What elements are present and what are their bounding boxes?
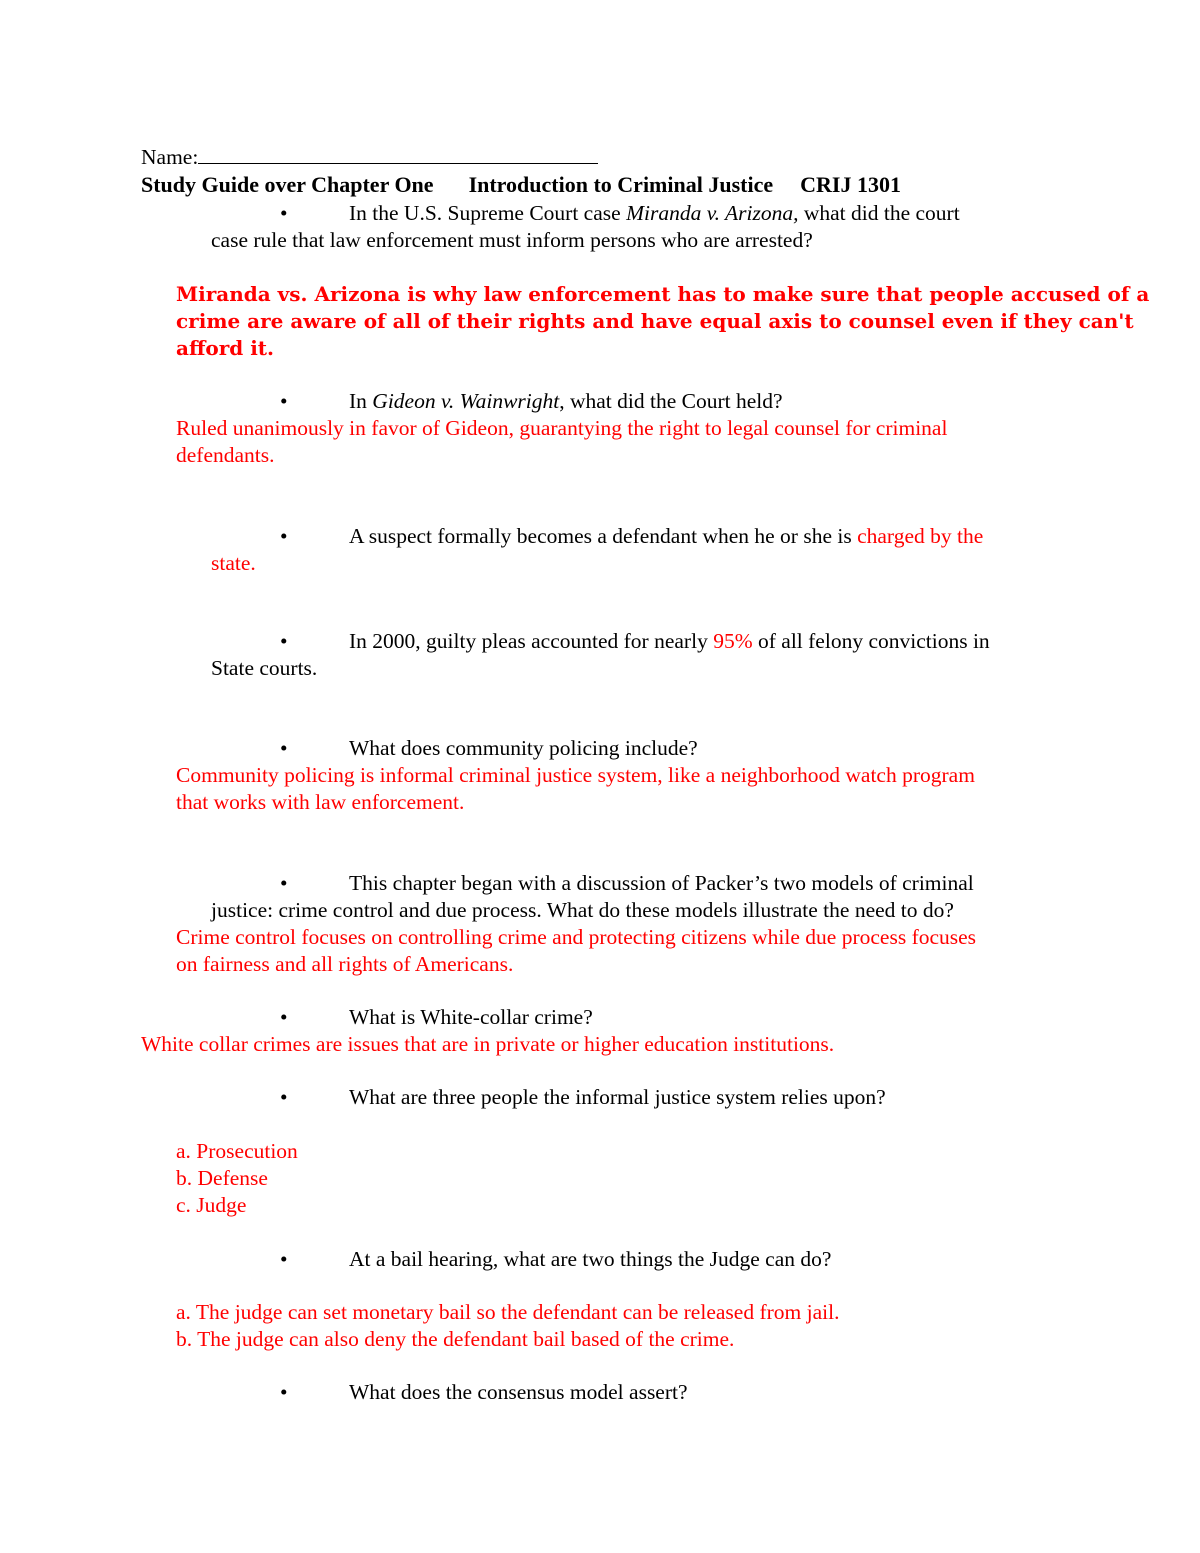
title-study-guide: Study Guide over Chapter One <box>141 172 434 197</box>
bullet-icon: • <box>280 1005 288 1029</box>
answer-line: that works with law enforcement. <box>176 790 465 814</box>
answer-line: defendants. <box>176 443 275 467</box>
question-text: This chapter began with a discussion of Packer’s two models of criminal <box>349 871 974 895</box>
name-field <box>141 143 598 171</box>
answer-line: Miranda vs. Arizona is why law enforcement has to make sure that people accused of a <box>176 282 1150 306</box>
title-course-name: Introduction to Criminal Justice <box>468 172 774 197</box>
question-text-part: In <box>349 389 373 413</box>
answer-list-item: c. Judge <box>176 1193 247 1217</box>
question-text: What are three people the informal justice system relies upon? <box>349 1085 886 1109</box>
answer-list-item: b. The judge can also deny the defendant bail based of the crime. <box>176 1327 735 1351</box>
bullet-icon: • <box>280 1247 288 1271</box>
question-text-part: A suspect formally becomes a defendant when he or she is <box>349 524 858 548</box>
case-name: Gideon v. Wainwright <box>372 389 560 413</box>
question-text: What is White-collar crime? <box>349 1005 593 1029</box>
answer-list-item: a. The judge can set monetary bail so the defendant can be released from jail. <box>176 1300 840 1324</box>
question-text <box>349 200 960 227</box>
answer-list-item: a. Prosecution <box>176 1139 298 1163</box>
bullet-icon: • <box>280 871 288 895</box>
answer-line: afford it. <box>176 336 274 360</box>
answer-line: Ruled unanimously in favor of Gideon, guarantying the right to legal counsel for criminal <box>176 416 948 440</box>
question-text-line2: justice: crime control and due process. What do these models illustrate the need to do? <box>211 898 954 922</box>
question-text-part: what did the court <box>798 201 960 225</box>
bullet-icon: • <box>280 1380 288 1404</box>
bullet-icon: • <box>280 629 288 653</box>
answer-line: Community policing is informal criminal justice system, like a neighborhood watch program <box>176 763 975 787</box>
question-text-part: In 2000, guilty pleas accounted for nearly <box>349 629 714 653</box>
question-text-line2: State courts. <box>211 656 318 680</box>
question-text-line2: case rule that law enforcement must inform persons who are arrested? <box>211 228 813 252</box>
question-text <box>349 523 983 550</box>
question-text: At a bail hearing, what are two things the Judge can do? <box>349 1247 832 1271</box>
bullet-icon: • <box>280 1085 288 1109</box>
question-text-part: In the U.S. Supreme Court case <box>349 201 627 225</box>
answer-list-item: b. Defense <box>176 1166 268 1190</box>
bullet-icon: • <box>280 736 288 760</box>
answer-line: White collar crimes are issues that are in private or higher education institutions. <box>141 1032 835 1056</box>
bullet-icon: • <box>280 389 288 413</box>
question-text: What does the consensus model assert? <box>349 1380 688 1404</box>
question-text <box>349 628 990 655</box>
answer-inline-line2: state. <box>211 551 256 575</box>
name-blank-line <box>198 143 598 164</box>
bullet-icon: • <box>280 201 288 225</box>
answer-inline: charged by the <box>857 524 984 548</box>
answer-line: on fairness and all rights of Americans. <box>176 952 514 976</box>
question-text <box>349 388 783 415</box>
case-name: Miranda v. Arizona, <box>626 201 799 225</box>
name-label: Name: <box>141 145 199 169</box>
title-course-code: CRIJ 1301 <box>800 172 901 197</box>
bullet-icon: • <box>280 524 288 548</box>
answer-line: Crime control focuses on controlling crime and protecting citizens while due process focuses <box>176 925 977 949</box>
question-text-part: , what did the Court held? <box>559 389 783 413</box>
question-text-part: of all felony convictions in <box>752 629 990 653</box>
answer-inline: 95% <box>713 629 753 653</box>
question-text: What does community policing include? <box>349 736 698 760</box>
answer-line: crime are aware of all of their rights and have equal axis to counsel even if they can't <box>176 309 1134 333</box>
page-title <box>141 171 901 198</box>
